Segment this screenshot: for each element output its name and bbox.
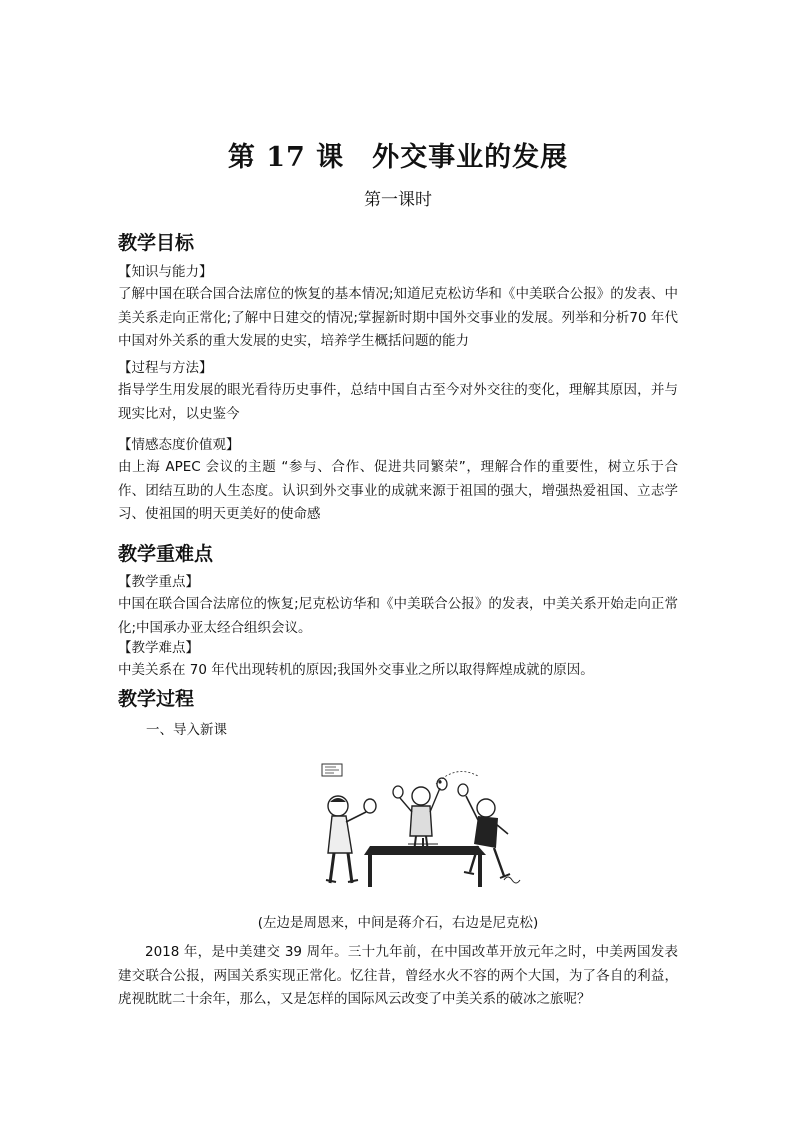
emotion-label: 【情感态度价值观】 [118,437,240,453]
step-intro-label: 一、导入新课 [146,722,227,738]
focus-text: 中国在联合国合法席位的恢复;尼克松访华和《中美联合公报》的发表，中美关系开始走向正常化;中国承办亚太经合组织会议。 [118,596,678,636]
process-text: 指导学生用发展的眼光看待历史事件，总结中国自古至今对外交往的变化，理解其原因，并与现实比对，以史鉴今 [118,382,678,422]
objectives-heading: 教学目标 [118,232,195,254]
emotion-text: 由上海 APEC 会议的主题 “参与、合作、促进共同繁荣”，理解合作的重要性，树立乐于合作、团结互助的人生态度。认识到外交事业的成就来源于祖国的强大，增强热爱祖国、立志学习、使祖国的明天更美好的使命感 [118,459,678,522]
process-heading: 教学过程 [118,688,195,710]
key-points-heading: 教学重难点 [118,543,214,565]
knowledge-text: 了解中国在联合国合法席位的恢复的基本情况;知道尼克松访华和《中美联合公报》的发表、中美关系走向正常化;了解中日建交的情况;掌握新时期中国外交事业的发展。列举和分析70 年代中国对外关系的重大发展的史实，培养学生概括问题的能力 [118,286,678,349]
image-caption: (左边是周恩来，中间是蒋介石，右边是尼克松) [257,915,539,931]
process-label: 【过程与方法】 [118,360,213,376]
difficulty-text: 中美关系在 70 年代出现转机的原因;我国外交事业之所以取得辉煌成就的原因。 [118,662,594,678]
intro-paragraph: 2018 年，是中美建交 39 周年。三十九年前，在中国改革开放元年之时，中美两国发表建交联合公报，两国关系实现正常化。忆往昔，曾经水火不容的两个大国，为了各自的利益，虎视眈眈二十余年，那么，又是怎样的国际风云改变了中美关系的破冰之旅呢？ [118,944,678,1007]
lesson-title: 第 17 课 外交事业的发展 [227,142,569,173]
focus-label: 【教学重点】 [118,574,199,590]
knowledge-label: 【知识与能力】 [118,264,213,280]
lesson-subtitle: 第一课时 [364,190,432,210]
ping-pong-cartoon-image [308,758,533,893]
difficulty-label: 【教学难点】 [118,640,199,656]
